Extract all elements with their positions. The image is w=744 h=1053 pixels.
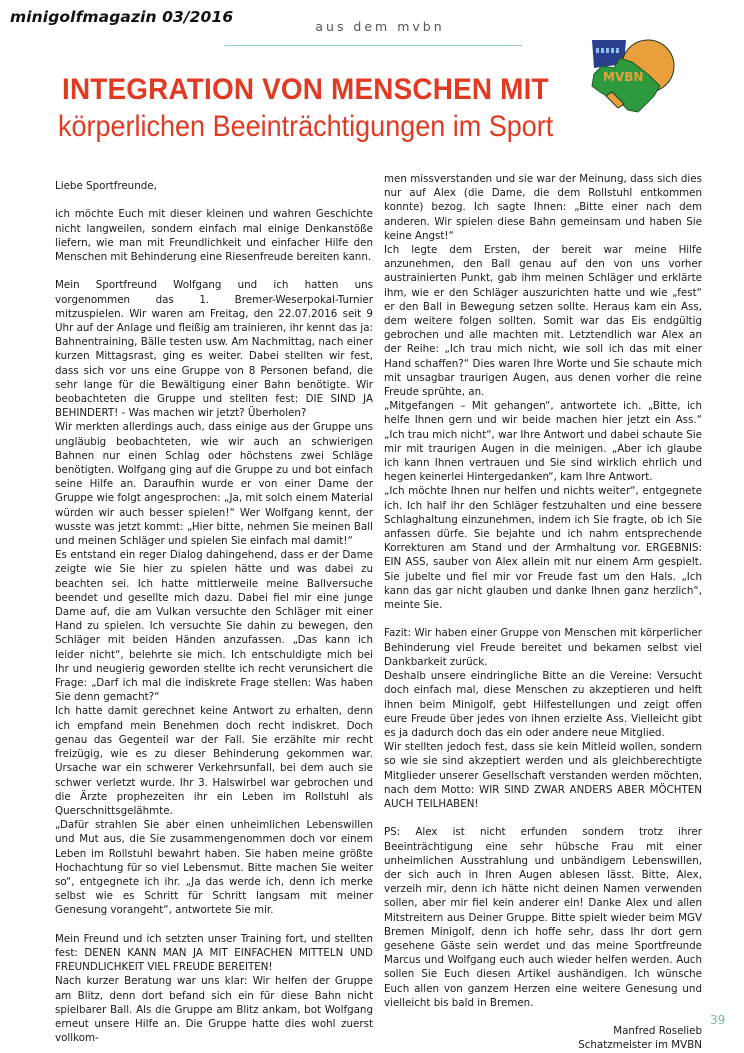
section-divider xyxy=(225,45,522,46)
paragraph: „Dafür strahlen Sie aber einen unheimlichen Lebenswillen und Mut aus, die Sie zusammengenommen doch vor einem Leben im Rollstuhl bewahrt haben. Sie haben meine größte Hochachtung für so viel Lebensmut. Bitte machen Sie weiter so“, entgegnete ich ihr. „Ja das werde ich, denn ich merke selbst wie es Schritt für Schritt langsam mit meiner Genesung vorangeht“, antwortete Sie mir. xyxy=(55,819,373,917)
paragraph: PS: Alex ist nicht erfunden sondern trotz ihrer Beeinträchtigung eine sehr hübsche Frau mit einer unheimlichen Ausstrahlung und unbändigem Lebenswillen, der sich auch in Ihren Augen ablesen lässt. Bitte, Alex, verzeih mir, denn ich hätte nicht deinen Namen verwenden sollen, aber mir fiel kein anderer ein! Danke Alex und allen Mitstreitern aus Deiner Gruppe. Bitte spielt wieder beim MGV Bremen Minigolf, denn ich hoffe sehr, dass Ihr dort gern gesehene Gäste sein werdet und das meine Sportfreunde Marcus und Wolfgang euch auch wieder helfen werden. Auch sollen Sie Euch diesen Artikel aushändigen. Ich wünsche Euch allen von ganzem Herzen eine weitere Genesung und vielleicht bis bald in Bremen. xyxy=(384,826,702,1009)
paragraph: Ich hatte damit gerechnet keine Antwort zu erhalten, denn ich empfand mein Benehmen doch recht indiskret. Doch genau das Gegenteil war der Fall. Sie erzählte mir recht freizügig, wie es zu dieser Behinderung gekommen war. Ursache war ein schwerer Verkehrsunfall, bei dem auch sie schwer verletzt wurde. Ihr 3. Halswirbel war gebrochen und die Ärzte prophezeiten ihr ein Leben im Rollstuhl als Querschnittsgelähmte. xyxy=(55,705,373,817)
paragraph: Mein Freund und ich setzten unser Training fort, und stellten fest: DENEN KANN MAN JA MIT EINFACHEN MITTELN UND FREUNDLICHKEIT VIEL FREUDE BEREITEN! xyxy=(55,932,373,974)
paragraph: Fazit: Wir haben einer Gruppe von Menschen mit körperlicher Behinderung viel Freude bereitet und bekamen selbst viel Dankbarkeit zurück. xyxy=(384,627,702,668)
paragraph: ich möchte Euch mit dieser kleinen und wahren Geschichte nicht langweilen, sondern einfach mal einige Denkanstöße liefern, wie man mit Freundlichkeit und einfacher Hilfe den Menschen mit Behinderung eine Riesenfreude bereiten kann. xyxy=(55,208,373,263)
article-right-column xyxy=(384,172,702,1053)
paragraph: men missverstanden und sie war der Meinung, dass sich dies nur auf Alex (die Dame, die dem Rollstuhl entkommen konnte) bezog. Ich sagte Ihnen: „Bitte einer nach dem anderen. Wir spielen diese Bahn gemeinsam und haben Sie keine Angst!“ xyxy=(384,173,702,242)
logo-text: MVBN xyxy=(603,70,644,84)
magazine-issue-title: minigolfmagazin 03/2016 xyxy=(10,8,234,26)
article-headline: INTEGRATION VON MENSCHEN MIT xyxy=(62,73,549,106)
article-left-column xyxy=(55,179,373,1045)
paragraph: „Mitgefangen – Mit gehangen“, antwortete ich. „Bitte, ich helfe Ihnen gern und wir beide machen hier jetzt ein Ass.“ „Ich trau mich nicht“, war Ihre Antwort und dabei schaute Sie mir mit traurigen Augen in die meinigen. „Aber ich glaube ich kann Ihnen vertrauen und Sie sind wirklich ehrlich und hegen keinerlei Hintergedanken“, kam Ihre Antwort. xyxy=(384,400,702,484)
article-subheadline: körperlichen Beeinträchtigungen im Sport xyxy=(58,110,554,143)
author-name: Manfred Roselieb xyxy=(613,1025,702,1038)
section-label: aus dem mvbn xyxy=(315,19,445,34)
paragraph: „Ich möchte Ihnen nur helfen und nichts weiter“, entgegnete ich. Ich half ihr den Schläger festzuhalten und eine bessere Schlaghaltung einzunehmen, indem ich Sie fragte, ob ich Sie anfassen dürfe. Sie bejahte und ich nahm entsprechende Korrekturen am Stand und der Armhaltung vor. ERGEBNIS: EIN ASS, sauber von Alex allein mit nur einem Arm gespielt. Sie jubelte und fiel mir vor Freude fast um den Hals. „Ich kann das gar nicht glauben und danke Ihnen ganz herzlich“, meinte Sie. xyxy=(384,485,702,612)
paragraph: Nach kurzer Beratung war uns klar: Wir helfen der Gruppe am Blitz, denn dort befand sich ein für diese Bahn nicht spielbarer Ball. Als die Gruppe am Blitz ankam, bot Wolfgang erneut unsere Hilfe an. Die Gruppe hatte dies wohl zuerst vollkom- xyxy=(55,975,373,1045)
paragraph: Ich legte dem Ersten, der bereit war meine Hilfe anzunehmen, den Ball genau auf den von uns vorher austrainierten Punkt, gab ihm meinen Schläger und erklärte ihm, wie er den Schläger auszurichten hatte und wie „fest“ er den Ball in Bewegung setzen sollte. Heraus kam ein Ass, dem weitere folgen sollten. Somit war das Eis endgültig gebrochen und alle machten mit. Letztendlich war Alex an der Reihe: „Ich trau mich nicht, wie soll ich das mit einer Hand schaffen?“ Dies waren Ihre Worte und Sie schaute mich mit unsagbar traurigen Augen, aus denen vorher die reine Freude sprühte, an. xyxy=(384,244,702,399)
mvbn-logo-icon xyxy=(588,38,680,116)
page-number: 39 xyxy=(710,1013,726,1027)
paragraph: Wir merkten allerdings auch, dass einige aus der Gruppe uns ungläubig beobachteten, wie wir auch an schwierigen Bahnen nur einen Schlag oder höchstens zwei Schläge benötigten. Wolfgang ging auf die Gruppe zu und bot einfach seine Hilfe an. Daraufhin wurde er von einer Dame der Gruppe wie folgt angesprochen: „Ja, mit solch einem Material würden wir auch besser spielen!“ Wer Wolfgang kennt, der wusste was jetzt kommt: „Hier bitte, nehmen Sie meinen Ball und meinen Schläger und spielen Sie einfach mal damit!“ xyxy=(55,421,373,548)
author-title: Schatzmeister im MVBN xyxy=(578,1039,702,1052)
paragraph: Deshalb unsere eindringliche Bitte an die Vereine: Versucht doch einfach mal, diese Menschen zu akzeptieren und helft ihnen beim Minigolf, gebt Hilfestellungen und zeigt offen eure Freude über jedes von ihnen erzielte Ass. Vielleicht gibt es ja dadurch doch das ein oder andere neue Mitglied. xyxy=(384,670,702,739)
paragraph: Wir stellten jedoch fest, dass sie kein Mitleid wollen, sondern so wie sie sind akzeptiert werden und als gleichberechtigte Mitglieder unserer Gesellschaft verstanden werden möchten, nach dem Motto: WIR SIND ZWAR ANDERS ABER MÖCHTEN AUCH TEILHABEN! xyxy=(384,741,702,810)
paragraph: Mein Sportfreund Wolfgang und ich hatten uns vorgenommen das 1. Bremer-Weserpokal-Turnier mitzuspielen. Wir waren am Freitag, den 22.07.2016 seit 9 Uhr auf der Anlage und fleißig am trainieren, ihr kennt das ja: Bahnentraining, Bälle testen usw. Am Nachmittag, nach einer kurzen Mittagsrast, ging es weiter. Dabei stellten wir fest, dass sich vor uns eine Gruppe von 8 Personen befand, die sehr lange für die Bewältigung einer Bahn benötigte. Wir beobachteten die Gruppe und stellten fest: DIE SIND JA BEHINDERT! - Was machen wir jetzt? Überholen? xyxy=(55,279,373,420)
paragraph: Es entstand ein reger Dialog dahingehend, dass er der Dame zeigte wie Sie hier zu spielen hätte und was dabei zu beachten sei. Ich hatte mittlerweile meine Ballversuche beendet und gesellte mich dazu. Dabei fiel mir eine junge Dame auf, die am Vulkan versuchte den Schläger mit einer Hand zu spielen. Ich versuchte Sie dahin zu bewegen, den Schläger mit beiden Händen anzufassen. „Das kann ich leider nicht“, belehrte sie mich. Ich entschuldigte mich bei Ihr und neugierig geworden stellte ich recht verunsichert die Frage: „Darf ich mal die indiskrete Frage stellen: Was haben Sie denn gemacht?“ xyxy=(55,549,373,704)
paragraph: Liebe Sportfreunde, xyxy=(55,180,157,192)
